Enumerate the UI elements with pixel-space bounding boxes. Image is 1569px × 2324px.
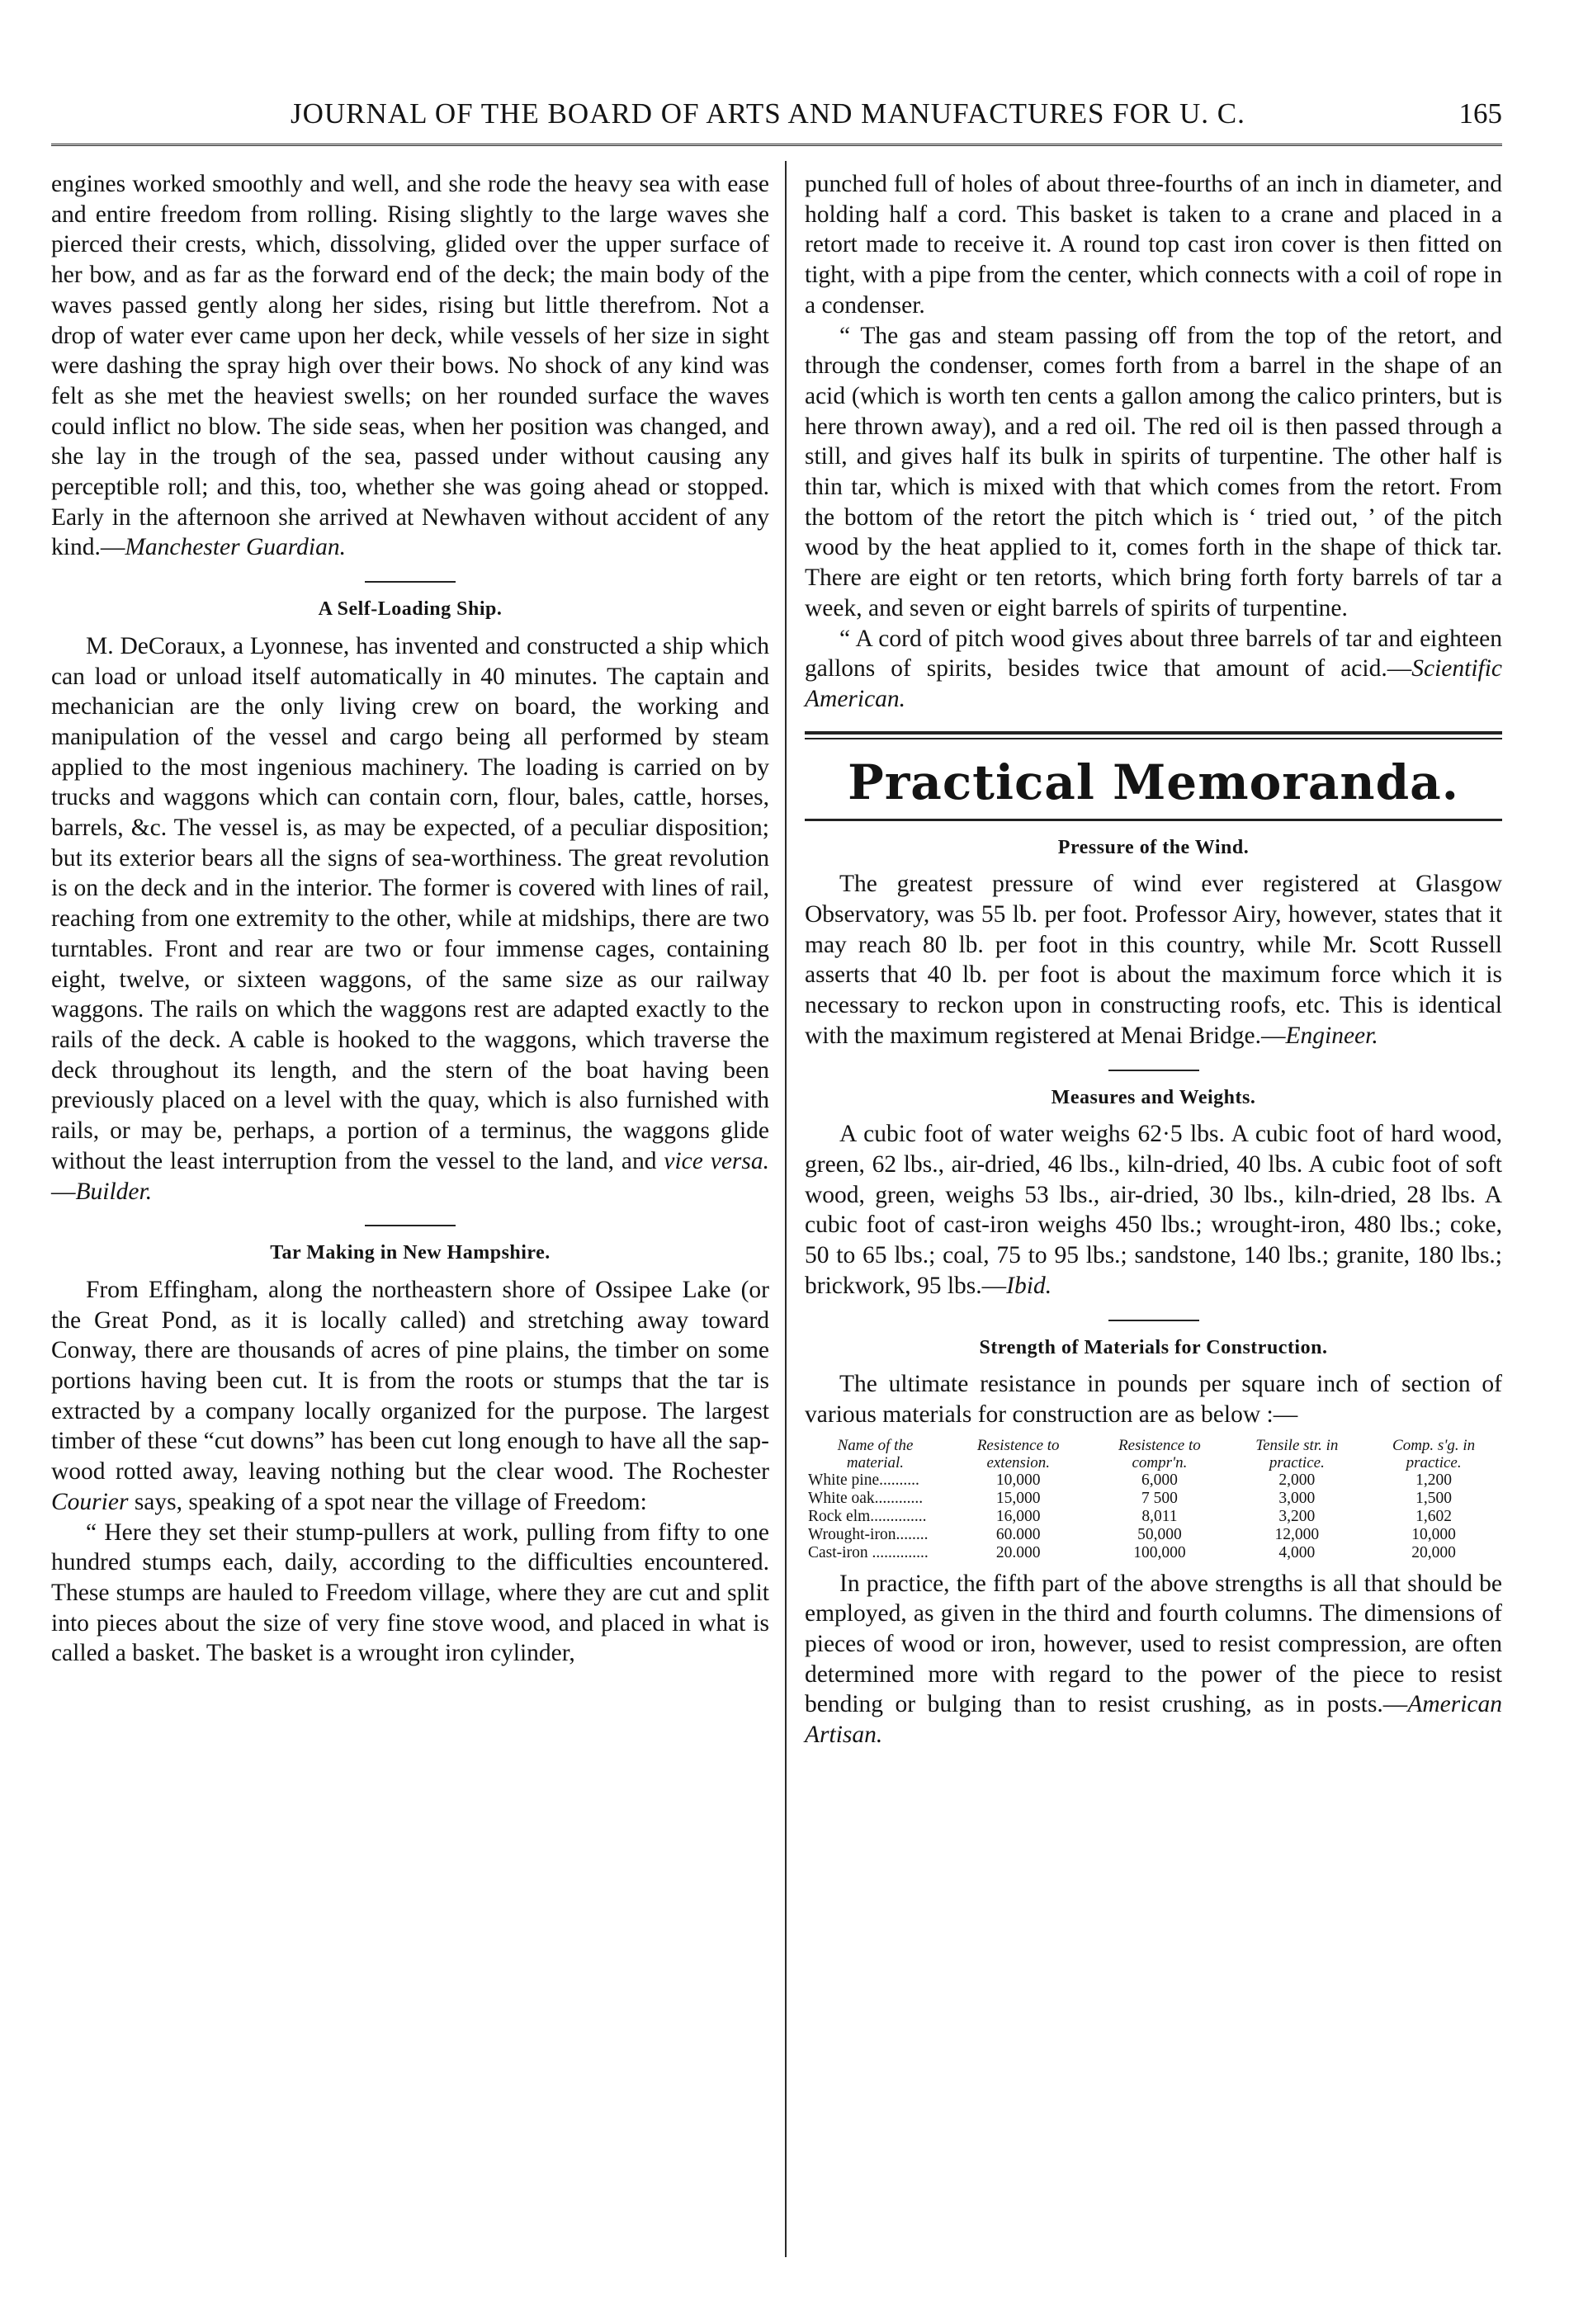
weights-body: A cubic foot of water weighs 62·5 lbs. A cubic foot of hard wood, green, 62 lbs., air-dried, 46 lbs., kiln-dried, 40 lbs. A cubic foot of soft wood, green, weighs 53 lbs., air-dried, 30 lbs., kiln-dried, 28 lbs. A cubic foot of cast-iron weighs 450 lbs.; wrought-iron, 480 lbs.; coke, 50 to 65 lbs.; coal, 75 to 95 lbs.; sandstone, 140 lbs.; granite, 180 lbs.; brickwork, 95 lbs.—Ibid. <box>805 1121 1502 1299</box>
tar-continued: punched full of holes of about three-fourths of an inch in diameter, and holding half a cord. This basket is taken to a crane and placed in a retort made to receive it. A round top cast iron cover is then fitted on tight, with a pipe from the center, which connects with a coil of rope in a condenser. <box>805 171 1502 319</box>
table-header: Tensile str. in practice. <box>1255 1436 1339 1471</box>
table-cell: 1,602 <box>1415 1507 1453 1525</box>
table-cell: 4,000 <box>1278 1543 1316 1561</box>
table-cell: 16,000 <box>995 1507 1041 1525</box>
section-divider <box>365 581 456 583</box>
page-number: 165 <box>1458 97 1502 130</box>
section-divider <box>365 1225 456 1226</box>
section-rule-bottom <box>805 819 1502 821</box>
self-loading-source: Builder. <box>75 1178 153 1205</box>
wind-source: Engineer. <box>1285 1022 1378 1049</box>
ship-paragraph: engines worked smoothly and well, and she rode the heavy sea with ease and entire freedom from rolling. Rising slightly to the large waves she pierced their crests, which, dissolving, glided over the upper surface of her bow, and as far as the forward end of the deck; the main body of the waves passed gently along her sides, rising but little therefrom. Not a drop of water ever came upon her deck, while vessels of her size in sight were dashing the spray high over their bows. No shock of any kind was felt as she met the heaviest swells; on her rounded surface the waves could inflict no blow. The side seas, when her position was changed, and she lay in the trough of the sea, passed under without causing any perceptible roll; and this, too, whether she was going ahead or stopped. Early in the afternoon she arrived at Newhaven without accident of any kind.—Manchester Guardian. <box>51 171 769 561</box>
section-rule-top-thin <box>805 738 1502 739</box>
materials-table <box>805 1437 1502 1562</box>
table-cell: 20.000 <box>995 1543 1041 1561</box>
table-row <box>805 1508 1502 1526</box>
table-row <box>805 1544 1502 1562</box>
tar-gas-paragraph: “ The gas and steam passing off from the top of the retort, and through the condenser, comes forth from a barrel in the shape of an acid (which is worth ten cents a gallon among the calico printers, but is here thrown away), and a red oil. The red oil is then passed through a still, and gives half its bulk in spirits of turpentine. The other half is thin tar, which is mixed with that which comes from the retort. From the bottom of the retort the pitch which is ‘ tried out, ’ of the pitch wood by the heat applied to it, comes forth in the shape of thick tar. There are eight or ten retorts, which bring forth forty barrels of tar a week, and seven or eight barrels of spirits of turpentine. <box>805 322 1502 621</box>
table-cell: Cast-iron .............. <box>808 1543 929 1561</box>
table-cell: 2,000 <box>1278 1471 1316 1489</box>
table-row <box>805 1490 1502 1508</box>
table-cell: 3,000 <box>1278 1489 1316 1507</box>
table-cell: 12,000 <box>1274 1525 1320 1543</box>
table-cell: 1,500 <box>1415 1489 1453 1507</box>
table-cell: 7 500 <box>1141 1489 1178 1507</box>
section-title: Practical Memoranda. <box>848 753 1459 810</box>
weights-source: Ibid. <box>1006 1272 1052 1299</box>
page-header <box>51 97 1502 146</box>
table-cell: 10,000 <box>995 1471 1041 1489</box>
left-column <box>51 169 769 1669</box>
table-cell: Wrought-iron........ <box>808 1525 929 1543</box>
strength-practice: In practice, the fifth part of the above strengths is all that should be employed, as given in the third and fourth columns. The dimensions of pieces of wood or iron, however, used to resist compression, are often determined more with regard to the power of the piece to resist bending or bulging than to resist crushing, as in posts.—American Artisan. <box>805 1570 1502 1749</box>
table-cell: 20,000 <box>1411 1543 1456 1561</box>
strength-intro: The ultimate resistance in pounds per square inch of section of various materials for construction are as below :— <box>805 1371 1502 1428</box>
journal-title: JOURNAL OF THE BOARD OF ARTS AND MANUFACTURES FOR U. C. <box>291 97 1245 130</box>
self-loading-heading: A Self-Loading Ship. <box>318 598 503 621</box>
table-cell: White oak............ <box>808 1489 924 1507</box>
table-cell: 15,000 <box>995 1489 1041 1507</box>
weights-heading: Measures and Weights. <box>1051 1086 1256 1108</box>
tar-source: Scientific American. <box>805 655 1502 712</box>
ship-source: Manchester Guardian. <box>125 534 346 561</box>
table-row <box>805 1526 1502 1544</box>
table-cell: 50,000 <box>1137 1525 1182 1543</box>
tar-making-body-2: “ Here they set their stump-pullers at work, pulling from fifty to one hundred stumps each, daily, according to the difficulties encountered. These stumps are hauled to Freedom village, where they are cut and split into pieces about the size of very fine stove wood, and placed in what is called a basket. The basket is a wrought iron cylinder, <box>51 1519 769 1667</box>
strength-heading: Strength of Materials for Construction. <box>979 1336 1328 1358</box>
wind-heading: Pressure of the Wind. <box>1057 836 1250 858</box>
table-cell: 10,000 <box>1411 1525 1456 1543</box>
table-header-row <box>805 1437 1502 1471</box>
table-header: Name of the material. <box>837 1436 914 1471</box>
table-cell: 3,200 <box>1278 1507 1316 1525</box>
table-cell: 1,200 <box>1415 1471 1453 1489</box>
table-cell: 100,000 <box>1133 1543 1186 1561</box>
table-cell: 6,000 <box>1141 1471 1178 1489</box>
column-divider <box>785 161 787 2257</box>
table-header: Resistence to extension. <box>976 1436 1060 1471</box>
table-cell: 60.000 <box>995 1525 1041 1543</box>
section-divider <box>1108 1320 1199 1321</box>
self-loading-body: M. DeCoraux, a Lyonnese, has invented and constructed a ship which can load or unload itself automatically in 40 minutes. The captain and mechanician are the only living crew on board, the working and manipulation of the vessel and cargo being all performed by steam applied to the most ingenious machinery. The loading is carried on by trucks and waggons which can contain corn, flour, bales, cattle, horses, barrels, &c. The vessel is, as may be expected, of a peculiar disposition; but its exterior bears all the signs of sea-worthiness. The great revolution is on the deck and in the interior. The former is covered with lines of rail, reaching from one extremity to the other, while at midships, there are two turntables. Front and rear are two or four immense cages, containing eight, twelve, or sixteen waggons, of the same size as our railway waggons. The rails on which the waggons rest are adapted exactly to the rails of the deck. A cable is hooked to the waggons, which traverse the deck throughout its length, and the stern of the boat having been previously placed on a level with the quay, which is also furnished with rails, or may be, perhaps, a portion of a terminus, the waggons glide without the least interruption from the vessel to the land, and vice versa.—Builder. <box>51 632 769 1205</box>
table-header: Comp. s'g. in practice. <box>1392 1436 1476 1471</box>
section-rule-top <box>805 731 1502 735</box>
strength-source: American Artisan. <box>805 1691 1502 1749</box>
wind-body: The greatest pressure of wind ever registered at Glasgow Observatory, was 55 lb. per foot. Professor Airy, however, states that it may reach 80 lb. per foot in this country, while Mr. Scott Russell asserts that 40 lb. per foot is about the maximum force which it is necessary to reckon upon in constructing roofs, etc. This is identical with the maximum registered at Menai Bridge.—Engineer. <box>805 871 1502 1049</box>
section-divider <box>1108 1070 1199 1071</box>
table-cell: Rock elm.............. <box>808 1507 927 1525</box>
table-cell: White pine.......... <box>808 1471 919 1489</box>
tar-cord-paragraph: “ A cord of pitch wood gives about three barrels of tar and eighteen gallons of spirits, besides twice that amount of acid.—Scientific American. <box>805 625 1502 712</box>
right-column <box>805 169 1502 1750</box>
tar-making-heading: Tar Making in New Hampshire. <box>270 1242 551 1264</box>
table-header: Resistence to compr'n. <box>1118 1436 1201 1471</box>
table-row <box>805 1471 1502 1490</box>
table-cell: 8,011 <box>1141 1507 1178 1525</box>
tar-making-body-1: From Effingham, along the northeastern shore of Ossipee Lake (or the Great Pond, as it is locally called) and stretching away toward Conway, there are thousands of acres of pine plains, the timber on some portions having been cut. It is from the roots or stumps that the tar is extracted by a company locally organized for the purpose. The largest timber of these “cut downs” has been cut long enough to have all the sap-wood rotted away, leaving nothing but the clear wood. The Rochester Courier says, speaking of a spot near the village of Freedom: <box>51 1276 769 1515</box>
